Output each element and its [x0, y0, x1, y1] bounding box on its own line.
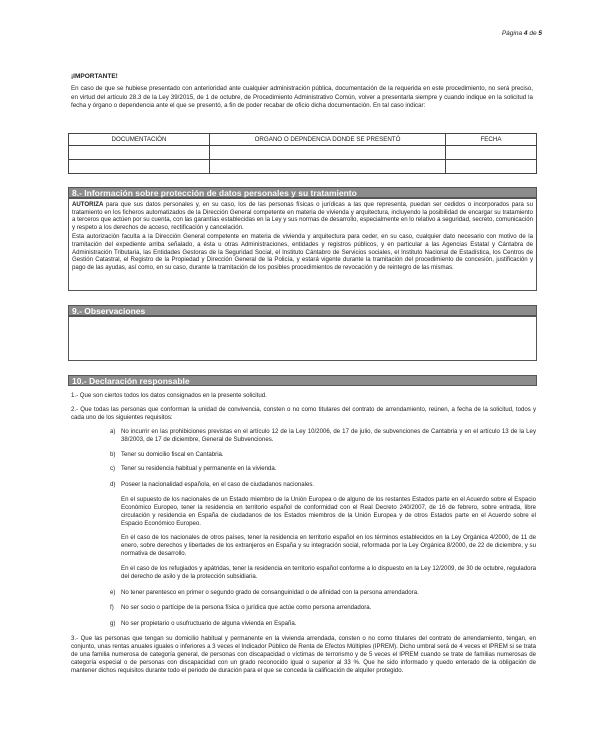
requirement-d-eu: En el supuesto de los nacionales de un Estado miembro de la Unión Europea o de alguno de los restantes Estados parte en el Acuerdo sobre el Espacio Económico Europeo, tener la residencia en territorio español de conformidad con el Real Decreto 240/2007, de 16 de febrero, sobre entrada, libre circulación y residencia en España de ciudadanos de los Estados miembros de la Unión Europea y de otros Estados parte en el Acuerdo sobre el Espacio Económico Europeo.	[121, 496, 536, 527]
item-label: b)	[110, 451, 116, 458]
page-number	[502, 30, 542, 37]
table-row	[69, 160, 537, 174]
declaration-3: 3.- Que las personas que tengan su domicilio habitual y permanente en la vivienda arrendada, consten o no como titulares del contrato de arrendamiento, tengan, en conjunto, unas rentas anuales iguales o inferiores a 3 veces el Indicador Público de Renta de Efectos Múltiples (IPREM). Dicho umbral será de 4 veces el IPREM si se trata de una familia numerosa de categoría general, de personas con discapacidad o víctimas de terrorismo y de 5 veces el IPREM cuando se trate de familias numerosas de categoría especial o de personas con discapacidad con un grado reconocido igual o superior al 33 %. Que he sido informado y quedo enterado de la obligación de mantener dichos requisitos durante todo el periodo de duración para el que se conceda la calificación de alquiler protegido.	[71, 635, 536, 674]
documentation-cell[interactable]	[69, 160, 210, 174]
page-total: 5	[538, 30, 542, 37]
authorize-label: AUTORIZA	[72, 201, 104, 208]
requirement-c	[110, 465, 536, 473]
requirement-a	[110, 428, 536, 444]
date-cell[interactable]	[446, 160, 537, 174]
section-9-header: 9.- Observaciones	[68, 305, 537, 316]
documentation-cell[interactable]	[69, 146, 210, 160]
item-text: Tener su domicilio fiscal en Cantabria.	[121, 451, 224, 458]
item-text: Poseer la nacionalidad española, en el caso de ciudadanos nacionales.	[121, 481, 315, 488]
data-protection-paragraph-1	[69, 201, 536, 231]
organ-cell[interactable]	[210, 160, 446, 174]
section-8-body	[68, 198, 537, 291]
organ-cell[interactable]	[210, 146, 446, 160]
important-text: En caso de que se hubiese presentado con anterioridad ante cualquier administración pública, documentación de la requerida en este procedimiento, no será preciso, en virtud del artículo 28.3 de la Ley 39/2015, de 1 de octubre, de Procedimiento Administrativo Común, volver a presentarla siempre y cuando indique en la solicitud la fecha y órgano o dependencia ante el que se presentó, a fin de poder recabar de oficio dicha documentación. En tal caso indicar:	[71, 85, 533, 110]
item-text: No incurrir en las prohibiciones previstas en el artículo 12 de la Ley 10/2006, de 17 de julio, de subvenciones de Cantabria y en el artículo 13 de la Ley 38/2003, de 17 de diciembre, General de Subvenciones.	[121, 428, 536, 443]
item-text: No ser socio o partícipe de la persona física o jurídica que actúe como persona arrendadora.	[121, 604, 372, 611]
declaration-2: 2.- Que todas las personas que conforman la unidad de convivencia, consten o no como titulares del contrato de arrendamiento, reúnen, a fecha de la solicitud, todos y cada uno de los siguientes requisitos:	[71, 406, 536, 421]
important-title: ¡IMPORTANTE!	[71, 73, 118, 80]
documentation-table	[68, 133, 537, 174]
item-label: e)	[110, 589, 116, 596]
data-protection-paragraph-2: Esta autorización faculta a la Dirección General competente en materia de vivienda y arquitectura para ceder, en su caso, cualquier dato necesario con motivo de la tramitación del expediente arriba señalado, a ésta u otras Administraciones, entidades y registros públicos, y en particular a las Agencias Estatal y Cántabra de Administración Tributaria, las Entidades Gestoras de la Seguridad Social, el Instituto Cántabro de Servicios sociales, el Instituto Nacional de Estadística, los Centros de Gestión Catastral, el Registro de la Propiedad y Dirección General de la Policía, y estará vigente durante la tramitación del procedimiento de concesión, justificación y pago de las ayudas, así como, en su caso, durante la tramitación de los posibles procedimientos de revocación y de reintegro de las mismas.	[72, 233, 533, 271]
requirement-d	[110, 481, 536, 489]
table-header: FECHA	[446, 134, 537, 146]
page-of: de	[529, 30, 537, 37]
date-cell[interactable]	[446, 146, 537, 160]
authorize-text: para que sus datos personales y, en su caso, los de las personas físicas o jurídicas a las que representa, puedan ser cedidos o incorporados para su tratamiento en los ficheros automatizados de la Dirección General competente en materia de vivienda y arquitectura, incluyendo la posibilidad de encargar su tratamiento a terceros que actúen por su cuenta, con las garantías establecidas en la Ley y sus normas de desarrollo, especialmente en lo relativo a seguridad, secreto, comunicación y respeto a los derechos de acceso, rectificación y cancelación.	[72, 201, 533, 231]
requirement-e	[110, 589, 536, 597]
section-10-header: 10.- Declaración responsable	[68, 375, 537, 386]
item-text: No tener parentesco en primer o segundo grado de consanguinidad o de afinidad con la persona arrendadora.	[121, 589, 419, 596]
page-current: 4	[523, 30, 528, 37]
item-label: d)	[110, 481, 116, 488]
item-text: No ser propietario o usufructuario de alguna vivienda en España.	[121, 620, 297, 627]
requirement-g	[110, 620, 536, 628]
item-text: Tener su residencia habitual y permanente en la vivienda.	[121, 465, 277, 472]
item-label: c)	[110, 465, 116, 472]
observations-field[interactable]	[68, 316, 537, 361]
item-label: g)	[110, 620, 116, 627]
requirement-d-refugees: En el caso de los refugiados y apátridas, tener la residencia en territorio español conforme a lo dispuesto en la Ley 12/2009, de 30 de octubre, reguladora del derecho de asilo y de la protección subsidiaria.	[121, 565, 536, 580]
page-prefix: Página	[501, 30, 523, 37]
requirement-b	[110, 451, 536, 459]
requirement-f	[110, 604, 536, 612]
item-label: f)	[110, 604, 114, 611]
section-8-header: 8.- Información sobre protección de datos personales y su tratamiento	[68, 187, 537, 198]
table-header: DOCUMENTACIÓN	[69, 134, 210, 146]
declaration-1: 1.- Que son ciertos todos los datos consignados en la presente solicitud.	[71, 392, 267, 399]
table-row	[69, 146, 537, 160]
requirement-d-other: En el caso de los nacionales de otros países, tener la residencia en territorio español en los términos establecidos en la Ley Orgánica 4/2000, de 11 de enero, sobre derechos y libertades de los extranjeros en España y su integración social, reformada por la Ley Orgánica 8/2000, de 22 de diciembre, y su normativa de desarrollo.	[121, 534, 536, 557]
table-header: ORGANO O DEPNDENCIA DONDE SE PRESENTÓ	[210, 134, 446, 146]
item-label: a)	[110, 428, 116, 435]
